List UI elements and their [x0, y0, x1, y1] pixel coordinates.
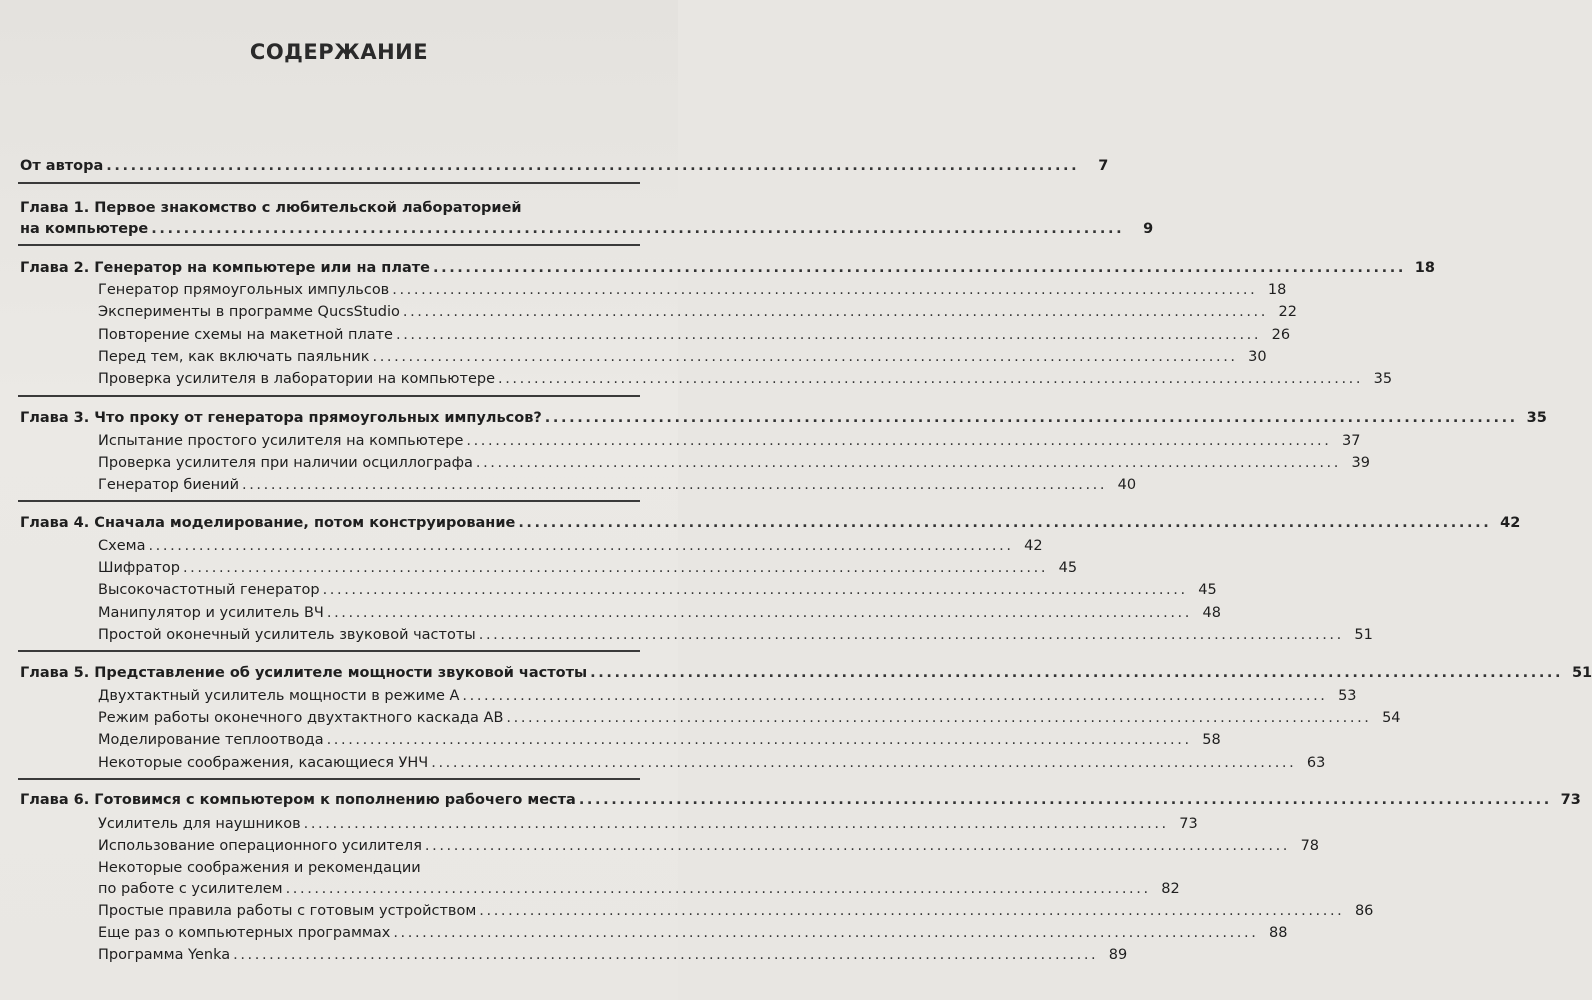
page-number: 82: [1161, 881, 1180, 897]
toc-section: [98, 809, 1198, 833]
divider: [18, 778, 640, 780]
page-number: 22: [1278, 304, 1297, 320]
dot-leader: ........................................................................................................................: [393, 925, 1259, 941]
page-number: 51: [1571, 665, 1592, 681]
dot-leader: ........................................................................................................................: [392, 282, 1258, 298]
toc-section: [98, 531, 1043, 555]
toc-entry-chapter-4: [20, 508, 1521, 532]
dot-leader: ........................................................................................................................: [148, 538, 1014, 554]
toc-section: [98, 275, 1287, 299]
dot-leader: ........................................................................................................................: [518, 515, 1492, 531]
page-number: 73: [1179, 816, 1198, 832]
section-label: Генератор биений: [98, 477, 239, 493]
page-number: 48: [1202, 605, 1221, 621]
page-number: 30: [1248, 349, 1267, 365]
dot-leader: ........................................................................................................................: [285, 881, 1151, 897]
page-number: 42: [1024, 538, 1043, 554]
toc-section: [98, 620, 1373, 644]
dot-leader: ........................................................................................................................: [475, 455, 1341, 471]
dot-leader: ........................................................................................................................: [372, 349, 1238, 365]
page-number: 73: [1560, 792, 1581, 808]
entry-label: Глава 4. Сначала моделирование, потом конструирование: [20, 515, 516, 531]
page-number: 78: [1300, 838, 1320, 854]
entry-label-cont: на компьютере: [20, 221, 149, 237]
dot-leader: ........................................................................................................................: [544, 410, 1518, 426]
section-label: Использование операционного усилителя: [98, 838, 422, 854]
dot-leader: ........................................................................................................................: [322, 582, 1188, 598]
section-label: Перед тем, как включать паяльник: [98, 349, 370, 365]
dot-leader: ........................................................................................................................: [182, 560, 1049, 576]
page-number: 88: [1269, 925, 1288, 941]
section-label: Высокочастотный генератор: [98, 582, 320, 598]
toc-section: [98, 918, 1288, 942]
divider: [18, 500, 640, 502]
toc-section: [98, 470, 1137, 494]
toc-section: [98, 553, 1078, 577]
dot-leader: ........................................................................................................................: [466, 433, 1332, 449]
section-label: Проверка усилителя в лаборатории на компьютере: [98, 371, 495, 387]
entry-label: Глава 3. Что проку от генератора прямоугольных импульсов?: [20, 410, 542, 426]
dot-leader: ........................................................................................................................: [395, 327, 1262, 343]
dot-leader: ........................................................................................................................: [431, 755, 1297, 771]
section-label: Эксперименты в программе QucsStudio: [98, 304, 400, 320]
dot-leader: ........................................................................................................................: [106, 158, 1080, 174]
dot-leader: ........................................................................................................................: [402, 304, 1268, 320]
toc-section: [98, 896, 1374, 920]
section-label: Генератор прямоугольных импульсов: [98, 282, 390, 298]
toc-entry-chapter-2: [20, 253, 1435, 277]
toc-section: [98, 448, 1370, 472]
section-label: Усилитель для наушников: [98, 816, 301, 832]
page-number: 18: [1414, 260, 1435, 276]
toc-section: [98, 575, 1217, 599]
section-label: Режим работы оконечного двухтактного каскада АВ: [98, 710, 504, 726]
dot-leader: ........................................................................................................................: [303, 816, 1169, 832]
page-number: 45: [1198, 582, 1217, 598]
divider: [18, 244, 640, 246]
section-label: Испытание простого усилителя на компьютере: [98, 433, 464, 449]
page-number: 9: [1143, 221, 1154, 237]
divider: [18, 182, 640, 184]
toc-entry-preface: [20, 151, 1109, 175]
dot-leader: ........................................................................................................................: [498, 371, 1364, 387]
dot-leader: ........................................................................................................................: [462, 688, 1328, 704]
dot-leader: ........................................................................................................................: [479, 903, 1345, 919]
dot-leader: ........................................................................................................................: [478, 627, 1344, 643]
dot-leader: ........................................................................................................................: [578, 792, 1552, 808]
divider: [18, 395, 640, 397]
page-number: 26: [1271, 327, 1291, 343]
dot-leader: ........................................................................................................................: [242, 477, 1108, 493]
section-label: Некоторые соображения, касающиеся УНЧ: [98, 755, 429, 771]
section-label: Программа Yenka: [98, 947, 231, 963]
toc-section-cont: [98, 874, 1180, 898]
page-number: 39: [1351, 455, 1370, 471]
toc-section: [98, 364, 1393, 388]
dot-leader: ........................................................................................................................: [151, 221, 1125, 237]
page-number: 42: [1500, 515, 1521, 531]
page-number: 40: [1117, 477, 1137, 493]
section-label: Манипулятор и усилитель ВЧ: [98, 605, 324, 621]
dot-leader: ........................................................................................................................: [506, 710, 1372, 726]
section-label: Еще раз о компьютерных программах: [98, 925, 391, 941]
toc-section: [98, 681, 1357, 705]
entry-label: От автора: [20, 158, 104, 174]
section-label: Проверка усилителя при наличии осциллографа: [98, 455, 473, 471]
divider: [18, 650, 640, 652]
dot-leader: ........................................................................................................................: [326, 732, 1192, 748]
page-number: 63: [1306, 755, 1326, 771]
toc-section: [98, 748, 1326, 772]
toc-section: [98, 940, 1128, 964]
page-title: СОДЕРЖАНИЕ: [249, 40, 429, 64]
page-number: 45: [1058, 560, 1078, 576]
entry-label: Глава 5. Представление об усилителе мощности звуковой частоты: [20, 665, 588, 681]
page-number: 51: [1354, 627, 1373, 643]
toc-entry-chapter-1-cont: [20, 214, 1154, 238]
section-label: Моделирование теплоотвода: [98, 732, 324, 748]
toc-section: [98, 703, 1401, 727]
section-label: Повторение схемы на макетной плате: [98, 327, 393, 343]
page-number: 18: [1267, 282, 1287, 298]
section-label: Шифратор: [98, 560, 180, 576]
page-number: 54: [1382, 710, 1401, 726]
dot-leader: ........................................................................................................................: [233, 947, 1099, 963]
page-number: 86: [1354, 903, 1374, 919]
toc-entry-chapter-3: [20, 403, 1547, 427]
page-number: 37: [1342, 433, 1361, 449]
section-label: Двухтактный усилитель мощности в режиме А: [98, 688, 460, 704]
section-label-cont: по работе с усилителем: [98, 881, 283, 897]
entry-label: Глава 2. Генератор на компьютере или на плате: [20, 260, 430, 276]
page-number: 35: [1526, 410, 1547, 426]
toc-entry-chapter-5: [20, 658, 1592, 682]
section-label: Простые правила работы с готовым устройством: [98, 903, 477, 919]
section-label: Некоторые соображения и рекомендации: [98, 860, 421, 876]
dot-leader: ........................................................................................................................: [432, 260, 1406, 276]
toc-section: [98, 297, 1297, 321]
page-number: 35: [1373, 371, 1393, 387]
page-number: 58: [1202, 732, 1221, 748]
page-number: 7: [1098, 158, 1109, 174]
toc-section: [98, 342, 1267, 366]
page-number: 89: [1108, 947, 1128, 963]
toc-entry-chapter-6: [20, 785, 1581, 809]
toc-section: [98, 725, 1221, 749]
page-number: 53: [1338, 688, 1357, 704]
entry-label: Глава 1. Первое знакомство с любительской лабораторией: [20, 200, 522, 216]
toc-section: [98, 598, 1221, 622]
dot-leader: ........................................................................................................................: [326, 605, 1192, 621]
section-label: Простой оконечный усилитель звуковой частоты: [98, 627, 476, 643]
entry-label: Глава 6. Готовимся с компьютером к пополнению рабочего места: [20, 792, 576, 808]
toc-section: [98, 426, 1361, 450]
toc-section: [98, 831, 1320, 855]
dot-leader: ........................................................................................................................: [590, 665, 1564, 681]
section-label: Схема: [98, 538, 146, 554]
toc-section: [98, 320, 1291, 344]
dot-leader: ........................................................................................................................: [424, 838, 1291, 854]
